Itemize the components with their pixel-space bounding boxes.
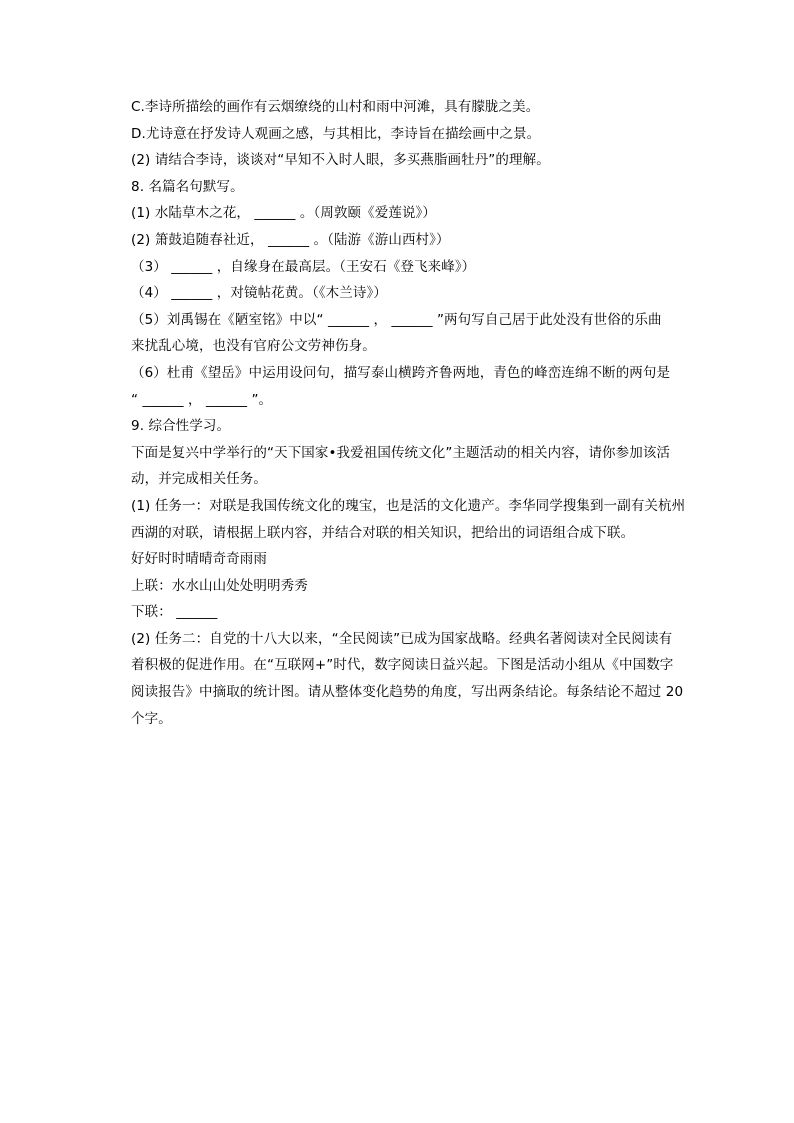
question-8-4: （4） ______ ，对镜帖花黄。（《木兰诗》） [131,285,387,302]
task-1-upper-couplet: 上联：水水山山处处明明秀秀 [131,577,308,594]
task-2-line4: 个字。 [131,710,172,727]
question-8-5-line1: （5）刘禹锡在《陋室铭》中以“ ______ ， ______ ”两句写自己居于此处没有世俗的乐曲 [131,311,662,328]
option-d: D.尤诗意在抒发诗人观画之感，与其相比，李诗旨在描绘画中之景。 [131,125,541,142]
question-7-2: (2) 请结合李诗，谈谈对“早知不入时人眼，多买燕脂画牡丹”的理解。 [131,152,550,169]
document-page [131,94,686,732]
option-c: C.李诗所描绘的画作有云烟缭绕的山村和雨中河滩，具有朦胧之美。 [131,99,540,115]
task-2-line3: 阅读报告》中摘取的统计图。请从整体变化趋势的角度，写出两条结论。每条结论不超过 20 [131,684,684,701]
question-8-title: 8. 名篇名句默写。 [131,178,244,195]
question-9-intro-line2: 动，并完成相关任务。 [131,471,267,488]
question-8-2: (2) 箫鼓追随春社近， ______ 。（陆游《游山西村》） [131,231,450,248]
question-8-6-line1: （6）杜甫《望岳》中运用设问句，描写泰山横跨齐鲁两地，青色的峰峦连绵不断的两句是 [131,364,671,381]
question-9-title: 9. 综合性学习。 [131,418,231,435]
question-8-5-line2: 来扰乱心境，也没有官府公文劳神伤身。 [131,338,376,355]
task-2-line2: 着积极的促进作用。在“互联网+”时代，数字阅读日益兴起。下图是活动小组从《中国数字 [131,657,674,674]
task-2-line1: (2) 任务二：自党的十八大以来，“全民阅读”已成为国家战略。经典名著阅读对全民阅读有 [131,630,673,647]
question-8-6-line2: “ ______ ， ______ ”。 [131,391,273,408]
task-1-words: 好好时时晴晴奇奇雨雨 [131,551,267,568]
question-9-intro-line1: 下面是复兴中学举行的“天下国家•我爱祖国传统文化”主题活动的相关内容，请你参加该活 [131,444,671,461]
task-1-line2: 西湖的对联，请根据上联内容，并结合对联的相关知识，把给出的词语组合成下联。 [131,524,635,541]
question-8-1: (1) 水陆草木之花， ______ 。（周敦颐《爱莲说》） [131,205,436,222]
task-1-line1: (1) 任务一：对联是我国传统文化的瑰宝，也是活的文化遗产。李华同学搜集到一副有关杭州 [131,497,686,514]
task-1-lower-couplet: 下联： ______ [131,604,218,621]
question-8-3: （3） ______ ，自缘身在最高层。（王安石《登飞来峰》） [131,258,476,275]
